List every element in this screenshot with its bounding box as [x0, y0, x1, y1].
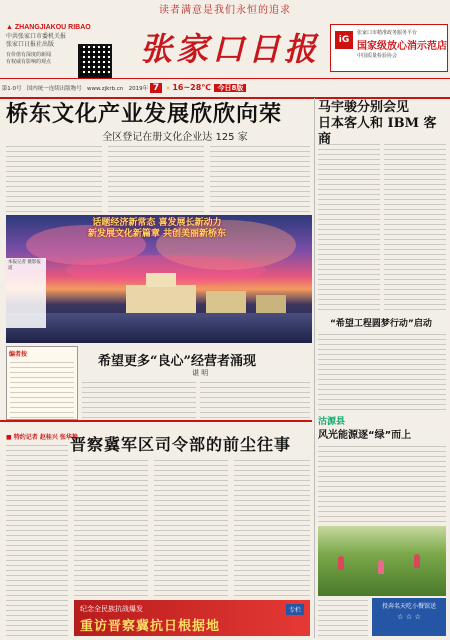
bottom-headline[interactable]: 晋察冀军区司令部的前尘往事 [70, 435, 292, 454]
banner-small: 纪念全民族抗战爆发 [80, 605, 143, 613]
opinion-headline[interactable]: 希望更多“良心”经营者涌现 [98, 354, 256, 369]
bottom-left-text [6, 444, 68, 636]
opinion-text-1 [82, 380, 196, 418]
masthead [0, 22, 450, 80]
lead-text-col-2 [108, 146, 204, 212]
right-text-col-1 [318, 140, 380, 310]
today-pages: 今日8版 [214, 84, 246, 92]
right-text-col-2 [384, 140, 446, 310]
wind-text [318, 442, 446, 522]
bottom-text-1 [74, 456, 148, 596]
issue-number: 第1·0号 [1, 86, 22, 92]
flame-icon: ▲ [6, 24, 13, 31]
lead-subhead: 全区登记在册文化企业达 125 家 [102, 132, 248, 143]
wind-headline[interactable]: 风光能源逐“绿”而上 [318, 430, 412, 441]
banner-main: 重访晋察冀抗日根据地 [80, 619, 221, 634]
logo-en: ▲ ZHANGJIAKOU RIBAO [6, 24, 91, 31]
qr-label: 有价值有深度的新闻 有权威有影响的观点 [6, 52, 52, 65]
right-bottom-text [318, 600, 368, 636]
newspaper-title: 张家口日报 [140, 30, 321, 68]
sun-icon: ☀ [165, 86, 171, 92]
ad-org: 张家口市精准政务服务平台 [357, 30, 418, 36]
lead-text-col-1 [6, 146, 102, 212]
bottom-byline: ■ 特约记者 赵桂兴 张华艳 [6, 434, 78, 441]
site-link[interactable]: www.zjkrb.cn [87, 86, 124, 92]
ad-logo-icon: iG [335, 31, 353, 49]
lead-text-col-3 [210, 146, 310, 212]
header-ad[interactable] [330, 24, 448, 72]
top-slogan: 读者满意是我们永恒的追求 [159, 5, 291, 16]
banner-tag: 专栏 [286, 604, 304, 615]
ad-detail: 中国质量检验协会 [357, 53, 398, 59]
photo-caption: 本报记者 摄影报道 [6, 258, 46, 328]
qr-code-icon[interactable] [78, 44, 112, 78]
farm-photo[interactable] [318, 526, 446, 596]
opinion-box: 编者按 [6, 346, 78, 420]
pages-label: 国内统一连续出版物号 [26, 86, 82, 92]
bottom-right-ad[interactable]: 投奔名天吃小餐馆送 ☆ ☆ ☆ [372, 598, 446, 636]
hope-text [318, 330, 446, 410]
lead-headline[interactable]: 桥东文化产业发展欣欣向荣 [6, 101, 283, 127]
logo-cn: 中共张家口市委机关报 张家口日报社出版 [6, 33, 67, 48]
bottom-text-3 [234, 456, 310, 596]
wind-tag: 沽源县 [318, 417, 346, 427]
weather-temp: 16~28℃ [172, 83, 211, 92]
hope-headline[interactable]: “希望工程圆梦行动”启动 [330, 319, 432, 329]
ad-title: 国家级放心消示范店 [357, 41, 447, 52]
date-label: 2019年 [128, 86, 149, 92]
column-divider [314, 98, 315, 638]
opinion-text-2 [200, 380, 310, 418]
photo-banner: 话题经济新常态 喜发展长新动力 新发展文化新篇章 共创美丽新桥东 [87, 218, 227, 239]
day-number: 7 [150, 83, 162, 93]
info-bar [0, 78, 450, 99]
right-headline[interactable]: 马宇骏分别会见 日本客人和 IBM 客商 [318, 100, 437, 147]
footer-banner[interactable] [74, 600, 310, 636]
opinion-author: 谌 明 [192, 369, 209, 377]
section-rule [0, 420, 312, 422]
bottom-text-2 [154, 456, 228, 596]
